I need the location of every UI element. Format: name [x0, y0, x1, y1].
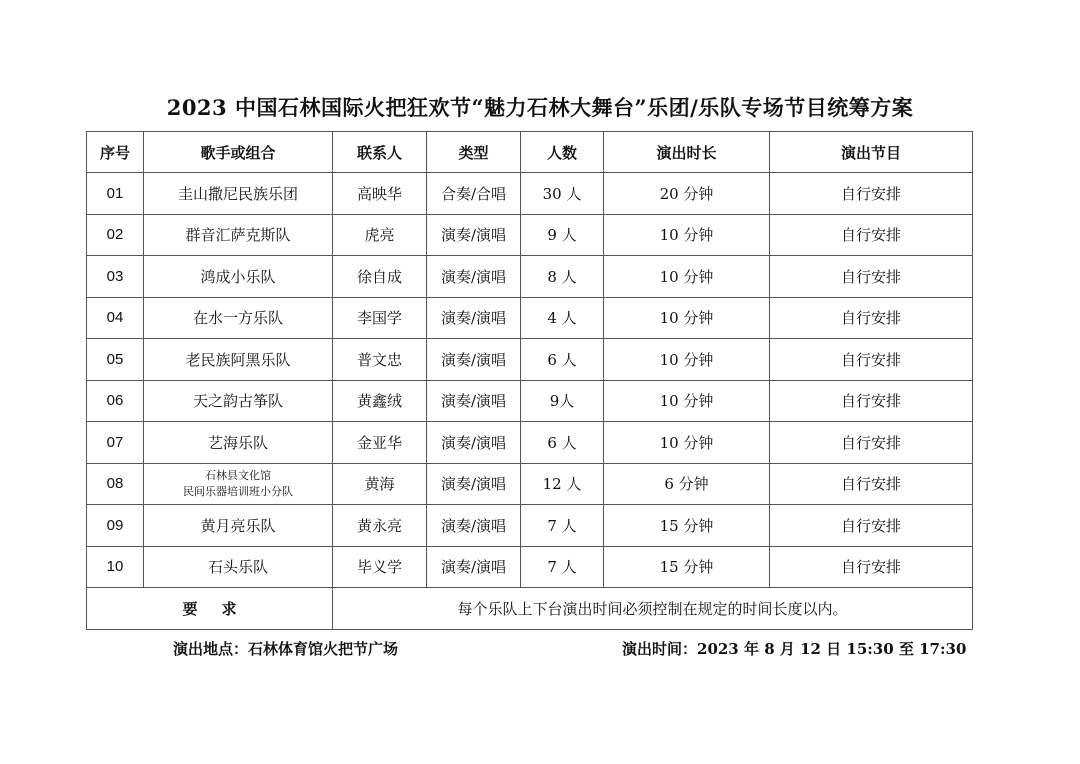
cell-contact: 李国学 — [333, 297, 427, 339]
cell-duration: 10 分钟 — [604, 297, 770, 339]
cell-program: 自行安排 — [770, 173, 973, 215]
cell-serial: 05 — [87, 339, 144, 381]
header-contact: 联系人 — [333, 132, 427, 173]
cell-contact: 黄海 — [333, 463, 427, 505]
table-row — [87, 463, 973, 505]
cell-duration: 10 分钟 — [604, 422, 770, 464]
cell-people: 8 人 — [521, 256, 604, 298]
cell-duration: 10 分钟 — [604, 256, 770, 298]
table-row — [87, 505, 973, 547]
requirement-label: 要求 — [182, 599, 261, 618]
cell-contact: 金亚华 — [333, 422, 427, 464]
cell-serial: 10 — [87, 546, 144, 588]
cell-group: 艺海乐队 — [144, 422, 333, 464]
table-row — [87, 256, 973, 298]
cell-people: 9人 — [521, 380, 604, 422]
cell-contact: 黄鑫绒 — [333, 380, 427, 422]
cell-contact: 高映华 — [333, 173, 427, 215]
cell-duration: 10 分钟 — [604, 214, 770, 256]
cell-serial: 04 — [87, 297, 144, 339]
cell-people: 4 人 — [521, 297, 604, 339]
cell-program: 自行安排 — [770, 214, 973, 256]
cell-serial: 09 — [87, 505, 144, 547]
cell-program: 自行安排 — [770, 380, 973, 422]
cell-contact: 毕义学 — [333, 546, 427, 588]
cell-duration: 20 分钟 — [604, 173, 770, 215]
cell-type: 演奏/演唱 — [427, 297, 521, 339]
cell-group: 天之韵古筝队 — [144, 380, 333, 422]
cell-duration: 15 分钟 — [604, 546, 770, 588]
header-group: 歌手或组合 — [144, 132, 333, 173]
cell-duration: 6 分钟 — [604, 463, 770, 505]
time-info: 演出时间：2023 年 8 月 12 日 15:30 至 17:30 — [622, 640, 967, 658]
cell-duration: 10 分钟 — [604, 339, 770, 381]
table-row — [87, 422, 973, 464]
cell-type: 演奏/演唱 — [427, 256, 521, 298]
cell-program: 自行安排 — [770, 505, 973, 547]
table-row — [87, 380, 973, 422]
cell-group: 在水一方乐队 — [144, 297, 333, 339]
cell-group: 黄月亮乐队 — [144, 505, 333, 547]
cell-contact: 虎亮 — [333, 214, 427, 256]
cell-serial: 02 — [87, 214, 144, 256]
requirement-row — [87, 588, 973, 630]
table-row — [87, 173, 973, 215]
cell-serial: 01 — [87, 173, 144, 215]
cell-type: 演奏/演唱 — [427, 505, 521, 547]
cell-program: 自行安排 — [770, 422, 973, 464]
schedule-table — [86, 131, 973, 630]
requirement-text: 每个乐队上下台演出时间必须控制在规定的时间长度以内。 — [333, 588, 973, 630]
cell-serial: 07 — [87, 422, 144, 464]
header-duration: 演出时长 — [604, 132, 770, 173]
cell-group-line2: 民间乐器培训班小分队 — [183, 484, 293, 498]
cell-people: 6 人 — [521, 422, 604, 464]
cell-program: 自行安排 — [770, 256, 973, 298]
cell-contact: 普文忠 — [333, 339, 427, 381]
header-type: 类型 — [427, 132, 521, 173]
requirement-label-cell — [87, 588, 333, 630]
cell-people: 12 人 — [521, 463, 604, 505]
cell-type: 演奏/演唱 — [427, 546, 521, 588]
document-title: 2023 中国石林国际火把狂欢节“魅力石林大舞台”乐团/乐队专场节目统筹方案 — [166, 95, 914, 120]
cell-people: 7 人 — [521, 505, 604, 547]
cell-people: 7 人 — [521, 546, 604, 588]
table-row — [87, 339, 973, 381]
cell-type: 演奏/演唱 — [427, 422, 521, 464]
cell-program: 自行安排 — [770, 546, 973, 588]
cell-program: 自行安排 — [770, 297, 973, 339]
cell-program: 自行安排 — [770, 339, 973, 381]
cell-serial: 06 — [87, 380, 144, 422]
cell-contact: 徐自成 — [333, 256, 427, 298]
cell-contact: 黄永亮 — [333, 505, 427, 547]
table-row — [87, 297, 973, 339]
cell-type: 演奏/演唱 — [427, 214, 521, 256]
cell-people: 6 人 — [521, 339, 604, 381]
cell-group: 群音汇萨克斯队 — [144, 214, 333, 256]
cell-type: 演奏/演唱 — [427, 380, 521, 422]
table-row — [87, 214, 973, 256]
cell-group: 鸿成小乐队 — [144, 256, 333, 298]
header-program: 演出节目 — [770, 132, 973, 173]
cell-people: 9 人 — [521, 214, 604, 256]
cell-group: 老民族阿黑乐队 — [144, 339, 333, 381]
cell-duration: 15 分钟 — [604, 505, 770, 547]
cell-people: 30 人 — [521, 173, 604, 215]
header-serial: 序号 — [87, 132, 144, 173]
cell-group-line1: 石林县文化馆 — [205, 468, 271, 482]
venue-info: 演出地点：石林体育馆火把节广场 — [173, 640, 399, 658]
cell-serial: 08 — [87, 463, 144, 505]
cell-serial: 03 — [87, 256, 144, 298]
cell-group: 石头乐队 — [144, 546, 333, 588]
cell-type: 演奏/演唱 — [427, 463, 521, 505]
cell-type: 合奏/合唱 — [427, 173, 521, 215]
table-header-row — [87, 132, 973, 173]
cell-program: 自行安排 — [770, 463, 973, 505]
cell-group: 圭山撒尼民族乐团 — [144, 173, 333, 215]
header-people: 人数 — [521, 132, 604, 173]
table-row — [87, 546, 973, 588]
cell-group — [144, 463, 333, 505]
cell-duration: 10 分钟 — [604, 380, 770, 422]
cell-type: 演奏/演唱 — [427, 339, 521, 381]
